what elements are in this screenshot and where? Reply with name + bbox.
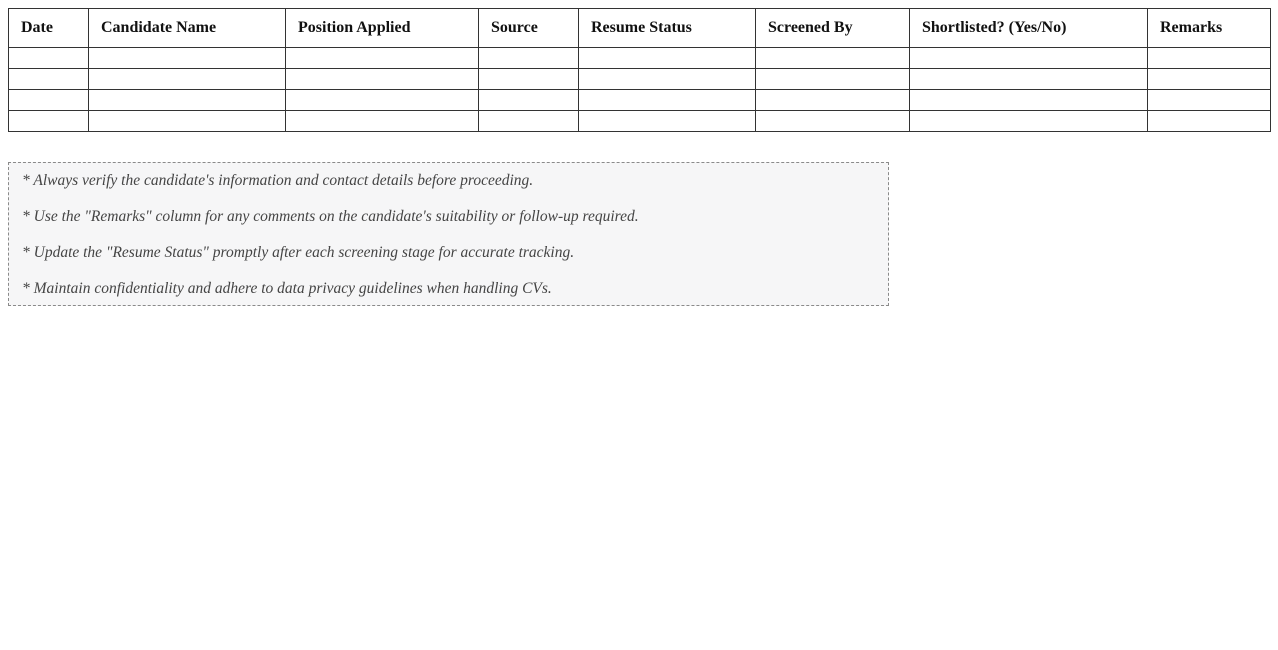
table-header-row [9,9,1271,48]
cell-resume-status[interactable] [579,69,756,90]
cell-resume-status[interactable] [579,90,756,111]
cell-shortlisted[interactable] [910,111,1148,132]
header-date: Date [9,9,89,48]
cell-date[interactable] [9,111,89,132]
cell-remarks[interactable] [1148,69,1271,90]
resume-screening-table [8,8,1271,132]
cell-screened-by[interactable] [756,69,910,90]
table-row [9,111,1271,132]
cell-source[interactable] [479,69,579,90]
cell-shortlisted[interactable] [910,69,1148,90]
guidelines-notes-box [8,162,889,306]
cell-shortlisted[interactable] [910,90,1148,111]
cell-resume-status[interactable] [579,111,756,132]
cell-position-applied[interactable] [286,48,479,69]
cell-remarks[interactable] [1148,111,1271,132]
cell-remarks[interactable] [1148,90,1271,111]
header-resume-status: Resume Status [579,9,756,48]
cell-screened-by[interactable] [756,48,910,69]
cell-date[interactable] [9,90,89,111]
cell-source[interactable] [479,48,579,69]
cell-screened-by[interactable] [756,111,910,132]
cell-position-applied[interactable] [286,111,479,132]
note-confidentiality: * Maintain confidentiality and adhere to data privacy guidelines when handling CVs. [22,280,552,297]
cell-date[interactable] [9,69,89,90]
note-verify-information: * Always verify the candidate's information and contact details before proceeding. [22,172,534,189]
header-candidate-name: Candidate Name [89,9,286,48]
cell-candidate-name[interactable] [89,111,286,132]
note-remarks-column: * Use the "Remarks" column for any comments on the candidate's suitability or follow-up required. [22,208,639,225]
table-row [9,69,1271,90]
cell-remarks[interactable] [1148,48,1271,69]
header-position-applied: Position Applied [286,9,479,48]
cell-source[interactable] [479,90,579,111]
cell-position-applied[interactable] [286,69,479,90]
note-update-status: * Update the "Resume Status" promptly after each screening stage for accurate tracking. [22,244,575,261]
cell-candidate-name[interactable] [89,90,286,111]
cell-source[interactable] [479,111,579,132]
cell-date[interactable] [9,48,89,69]
table-row [9,48,1271,69]
header-source: Source [479,9,579,48]
cell-candidate-name[interactable] [89,48,286,69]
cell-resume-status[interactable] [579,48,756,69]
cell-position-applied[interactable] [286,90,479,111]
table-row [9,90,1271,111]
cell-shortlisted[interactable] [910,48,1148,69]
header-shortlisted: Shortlisted? (Yes/No) [910,9,1148,48]
header-screened-by: Screened By [756,9,910,48]
cell-screened-by[interactable] [756,90,910,111]
header-remarks: Remarks [1148,9,1271,48]
cell-candidate-name[interactable] [89,69,286,90]
